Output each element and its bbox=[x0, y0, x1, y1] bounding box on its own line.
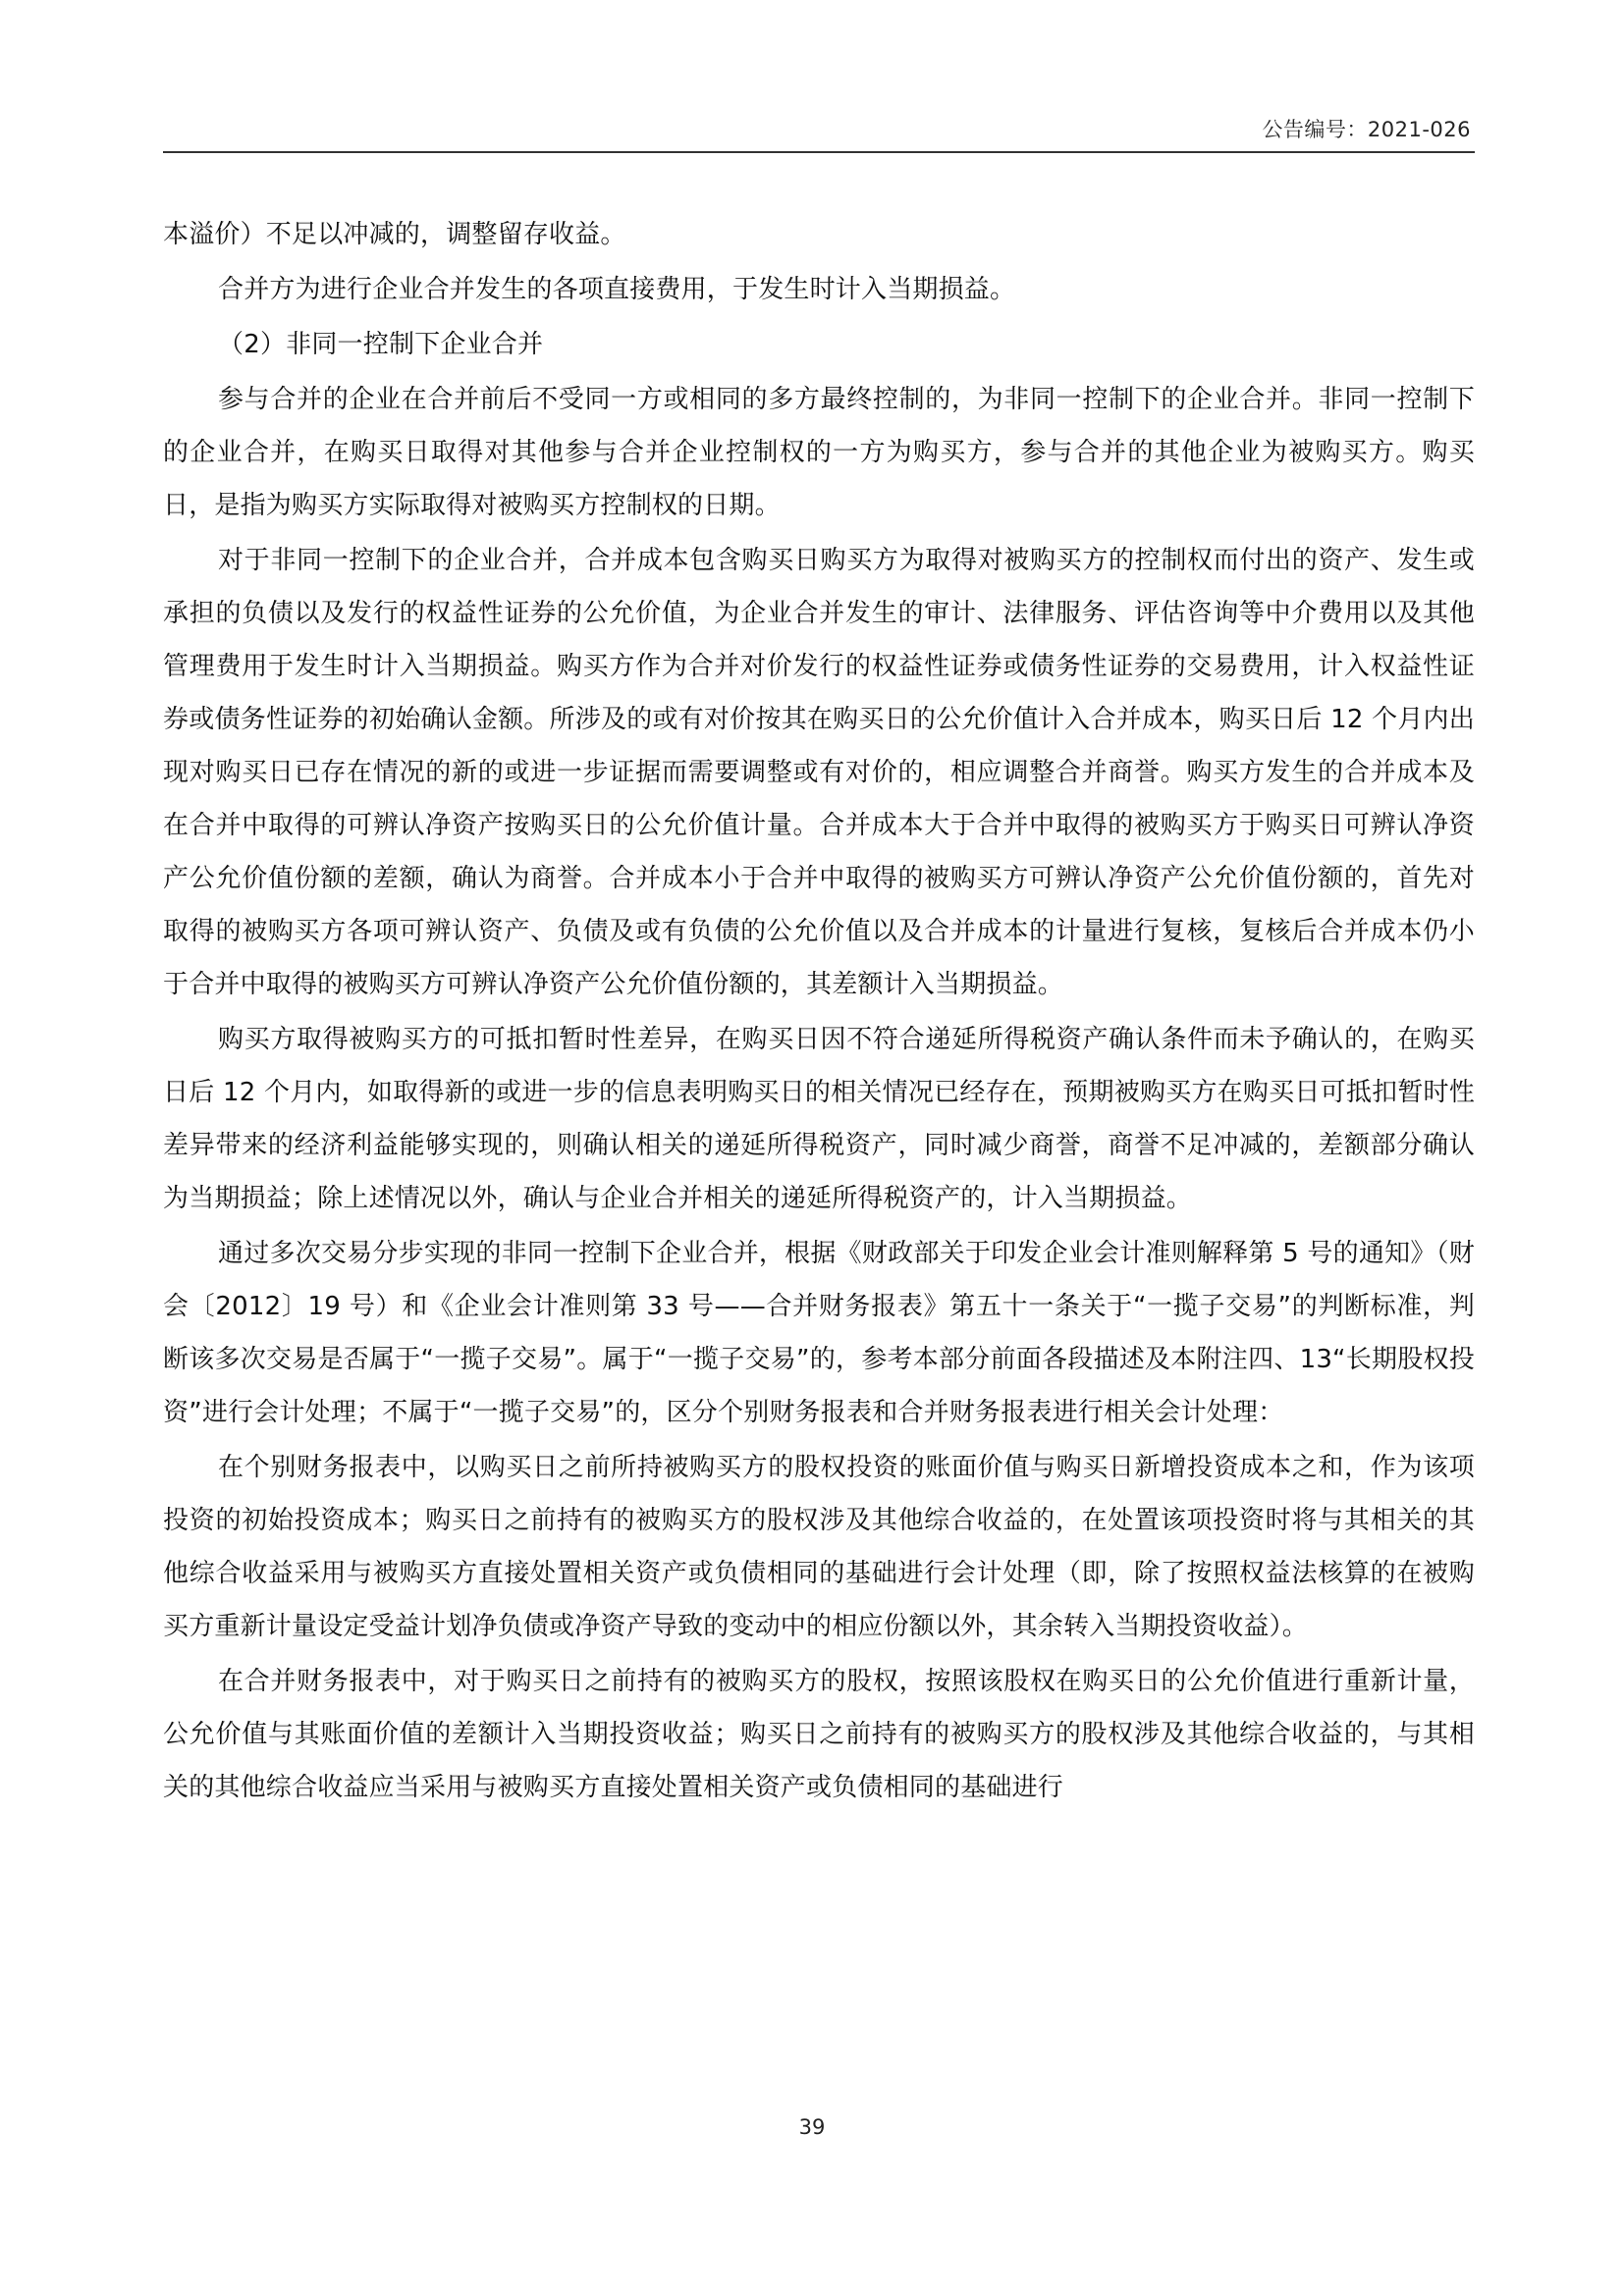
page-number: 39 bbox=[798, 2115, 826, 2139]
paragraph-deferred-tax: 购买方取得被购买方的可抵扣暂时性差异，在购买日因不符合递延所得税资产确认条件而未予确认的，在购买日后 12 个月内，如取得新的或进一步的信息表明购买日的相关情况已经存在，预期被购买方在购买日可抵扣暂时性差异带来的经济利益能够实现的，则确认相关的递延所得税资产，同时减少商誉，商誉不足冲减的，差额部分确认为当期损益；除上述情况以外，确认与企业合并相关的递延所得税资产的，计入当期损益。 bbox=[163, 1025, 1475, 1213]
paragraph-continuation: 本溢价）不足以冲减的，调整留存收益。 bbox=[163, 220, 626, 249]
paragraph-consolidated-statements: 在合并财务报表中，对于购买日之前持有的被购买方的股权，按照该股权在购买日的公允价值进行重新计量，公允价值与其账面价值的差额计入当期投资收益；购买日之前持有的被购买方的股权涉及其他综合收益的，与其相关的其他综合收益应当采用与被购买方直接处置相关资产或负债相同的基础进行 bbox=[163, 1667, 1475, 1802]
paragraph-step-acquisition: 通过多次交易分步实现的非同一控制下企业合并，根据《财政部关于印发企业会计准则解释第 5 号的通知》（财会〔2012〕19 号）和《企业会计准则第 33 号——合并财务报表》第五十一条关于“一揽子交易”的判断标准，判断该多次交易是否属于“一揽子交易”。属于“一揽子交易”的，参考本部分前面各段描述及本附注四、13“长期股权投资”进行会计处理；不属于“一揽子交易”的，区分个别财务报表和合并财务报表进行相关会计处理： bbox=[163, 1239, 1475, 1427]
header-divider bbox=[163, 151, 1475, 153]
announcement-number: 公告编号：2021-026 bbox=[1262, 118, 1471, 141]
section-heading: （2）非同一控制下企业合并 bbox=[218, 330, 544, 359]
paragraph-definition: 参与合并的企业在合并前后不受同一方或相同的多方最终控制的，为非同一控制下的企业合并。非同一控制下的企业合并，在购买日取得对其他参与合并企业控制权的一方为购买方，参与合并的其他企业为被购买方。购买日，是指为购买方实际取得对被购买方控制权的日期。 bbox=[163, 385, 1475, 520]
page-header bbox=[163, 108, 1475, 153]
paragraph-separate-statements: 在个别财务报表中，以购买日之前所持被购买方的股权投资的账面价值与购买日新增投资成本之和，作为该项投资的初始投资成本；购买日之前持有的被购买方的股权涉及其他综合收益的，在处置该项投资时将与其相关的其他综合收益采用与被购买方直接处置相关资产或负债相同的基础进行会计处理（即，除了按照权益法核算的在被购买方重新计量设定受益计划净负债或净资产导致的变动中的相应份额以外，其余转入当期投资收益）。 bbox=[163, 1453, 1475, 1641]
paragraph-direct-costs: 合并方为进行企业合并发生的各项直接费用，于发生时计入当期损益。 bbox=[218, 275, 1016, 304]
document-body bbox=[163, 208, 1475, 1816]
paragraph-merger-cost: 对于非同一控制下的企业合并，合并成本包含购买日购买方为取得对被购买方的控制权而付出的资产、发生或承担的负债以及发行的权益性证券的公允价值，为企业合并发生的审计、法律服务、评估咨询等中介费用以及其他管理费用于发生时计入当期损益。购买方作为合并对价发行的权益性证券或债务性证券的交易费用，计入权益性证券或债务性证券的初始确认金额。所涉及的或有对价按其在购买日的公允价值计入合并成本，购买日后 12 个月内出现对购买日已存在情况的新的或进一步证据而需要调整或有对价的，相应调整合并商誉。购买方发生的合并成本及在合并中取得的可辨认净资产按购买日的公允价值计量。合并成本大于合并中取得的被购买方于购买日可辨认净资产公允价值份额的差额，确认为商誉。合并成本小于合并中取得的被购买方可辨认净资产公允价值份额的，首先对取得的被购买方各项可辨认资产、负债及或有负债的公允价值以及合并成本的计量进行复核，复核后合并成本仍小于合并中取得的被购买方可辨认净资产公允价值份额的，其差额计入当期损益。 bbox=[163, 546, 1475, 999]
